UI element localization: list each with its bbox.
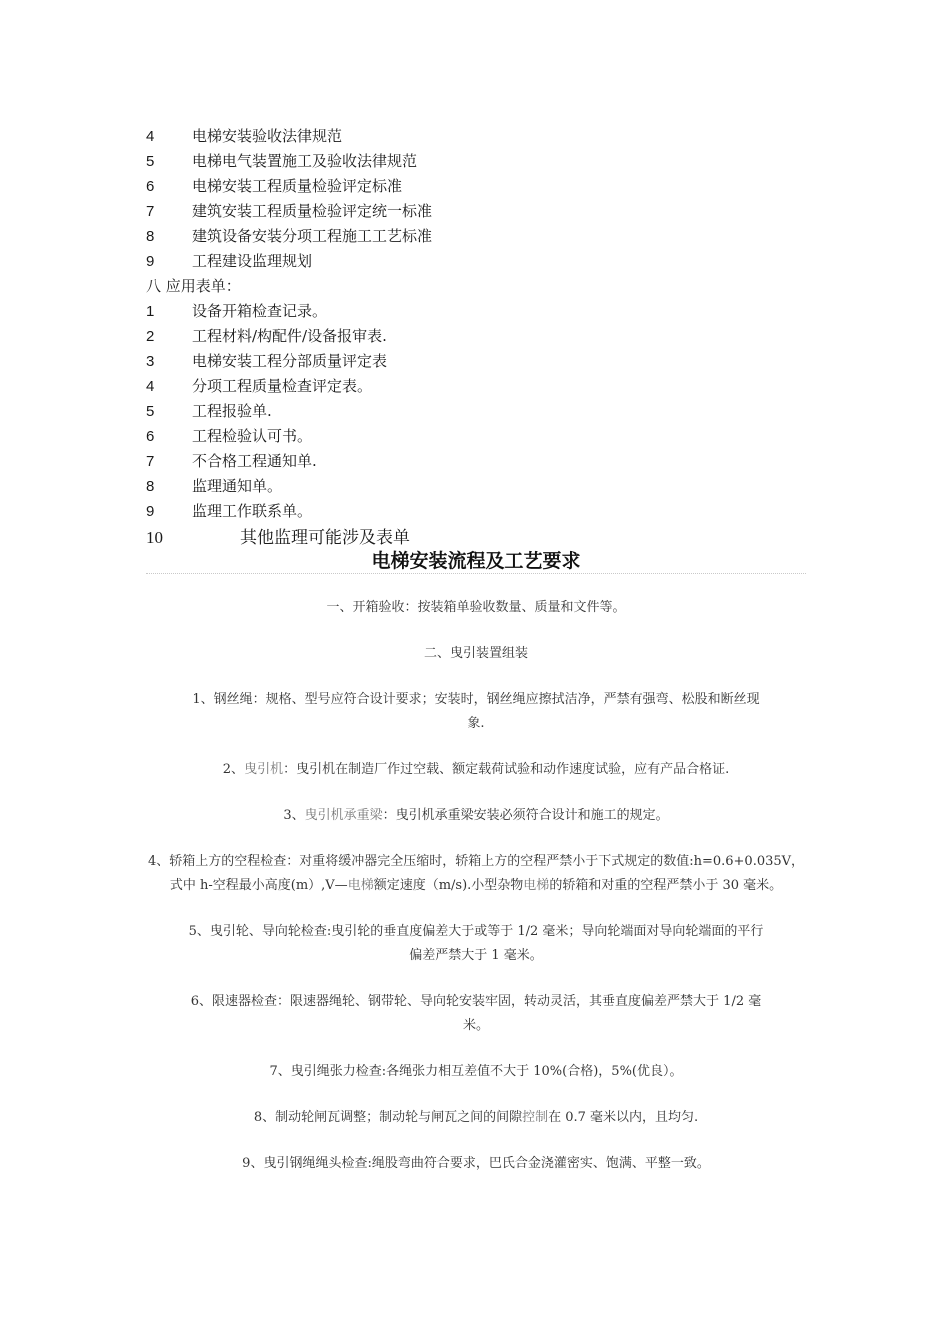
item-number: 8 [146, 478, 155, 495]
list-item [146, 424, 846, 449]
link-text: 控制 [522, 1110, 549, 1125]
paragraph-text: ：曳引机承重梁安装必须符合设计和施工的规定。 [382, 808, 669, 823]
list-item [146, 249, 846, 274]
paragraph-prefix: 2、 [222, 762, 245, 777]
item-number: 4 [146, 378, 155, 395]
paragraph [146, 850, 806, 898]
title-divider [146, 573, 806, 574]
paragraph-text: 在 0.7 毫米以内，且均匀. [548, 1110, 699, 1125]
item-number: 10 [146, 528, 163, 547]
item-text: 监理工作联系单。 [192, 502, 313, 520]
list-item [146, 474, 846, 499]
item-text: 建筑安装工程质量检验评定统一标准 [192, 202, 433, 220]
item-text: 工程材料/构配件/设备报审表. [192, 327, 387, 345]
item-text: 建筑设备安装分项工程施工工艺标准 [192, 227, 433, 245]
link-text: 曳引机 [244, 762, 284, 777]
list-item [146, 449, 846, 474]
item-text: 不合格工程通知单. [192, 452, 317, 470]
list-item [146, 149, 846, 174]
paragraph-text: 8、制动轮闸瓦调整；制动轮与闸瓦之间的间隙 [253, 1110, 523, 1125]
item-text: 工程报验单. [192, 402, 272, 420]
item-number: 4 [146, 128, 155, 145]
paragraph: 1、钢丝绳：规格、型号应符合设计要求；安装时，钢丝绳应擦拭洁净，严禁有强弯、松股和断丝现象. [192, 692, 760, 731]
item-text: 设备开箱检查记录。 [192, 302, 328, 320]
paragraph: 9、曳引钢绳绳头检查:绳股弯曲符合要求，巴氏合金浇灌密实、饱满、平整一致。 [242, 1156, 710, 1171]
list-item [146, 324, 846, 349]
item-number: 1 [146, 303, 155, 320]
list-item [146, 174, 846, 199]
item-number: 3 [146, 353, 155, 370]
link-text: 电梯 [347, 878, 374, 893]
link-text: 曳引机承重梁 [304, 808, 383, 823]
article-title: 电梯安装流程及工艺要求 [371, 550, 581, 572]
item-text: 电梯安装验收法律规范 [192, 127, 343, 145]
paragraph [146, 804, 806, 828]
item-number: 9 [146, 253, 155, 270]
paragraph-text: 4、轿箱上方的空程检查：对重将缓冲器完全压缩时，轿箱上方的空程严禁小于下式规定的数值:h=0.6+0.035V，式中 h-空程最小高度(m）,V— [147, 854, 805, 893]
item-text: 电梯安装工程质量检验评定标准 [192, 177, 403, 195]
paragraph: 二、曳引装置组装 [423, 646, 528, 661]
list-item [146, 299, 846, 324]
paragraph-text: 额定速度（m/s).小型杂物 [373, 878, 524, 893]
item-text: 监理通知单。 [192, 477, 283, 495]
list-item [146, 199, 846, 224]
item-number: 9 [146, 503, 155, 520]
item-text: 电梯电气装置施工及验收法律规范 [192, 152, 418, 170]
list-item [146, 499, 846, 524]
paragraph-prefix: 3、 [283, 808, 305, 823]
item-text: 电梯安装工程分部质量评定表 [192, 352, 388, 370]
article-body [146, 596, 806, 1198]
item-number: 2 [146, 328, 155, 345]
item-text: 工程检验认可书。 [192, 427, 313, 445]
list-item [146, 399, 846, 424]
paragraph-text: 的轿箱和对重的空程严禁小于 30 毫米。 [549, 878, 783, 893]
item-number: 6 [146, 178, 155, 195]
item-text: 工程建设监理规划 [192, 252, 313, 270]
paragraph [146, 758, 806, 782]
paragraph: 7、曳引绳张力检查:各绳张力相互差值不大于 10%(合格)，5%(优良）。 [269, 1064, 683, 1079]
item-number: 5 [146, 403, 155, 420]
section-heading: 八 应用表单： [146, 277, 241, 295]
list-item [146, 224, 846, 249]
list-item [146, 374, 846, 399]
item-text: 其他监理可能涉及表单 [240, 528, 410, 548]
paragraph: 一、开箱验收：按装箱单验收数量、质量和文件等。 [326, 600, 626, 615]
item-text: 分项工程质量检查评定表。 [192, 377, 373, 395]
item-number: 8 [146, 228, 155, 245]
item-number: 6 [146, 428, 155, 445]
paragraph-text: ：曳引机在制造厂作过空载、额定载荷试验和动作速度试验，应有产品合格证. [283, 762, 730, 777]
item-number: 7 [146, 453, 155, 470]
paragraph: 5、曳引轮、导向轮检查:曳引轮的垂直度偏差大于或等于 1/2 毫米；导向轮端面对导向轮端面的平行偏差严禁大于 1 毫米。 [188, 924, 764, 963]
list-item [146, 349, 846, 374]
standards-list [146, 124, 846, 552]
paragraph: 6、限速器检查：限速器绳轮、钢带轮、导向轮安装牢固，转动灵活，其垂直度偏差严禁大于 1/2 毫米。 [190, 994, 762, 1033]
link-text: 电梯 [523, 878, 550, 893]
list-item [146, 124, 846, 149]
paragraph [146, 1106, 806, 1130]
item-number: 5 [146, 153, 155, 170]
item-number: 7 [146, 203, 155, 220]
